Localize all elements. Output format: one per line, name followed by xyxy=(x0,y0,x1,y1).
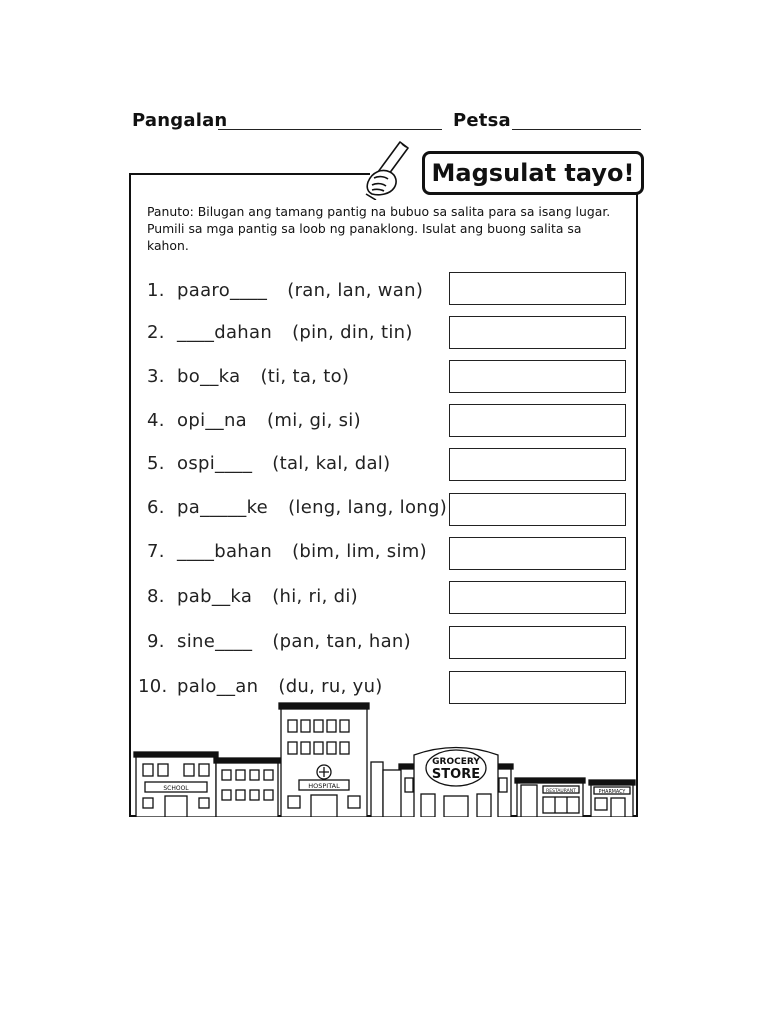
restaurant-sign: RESTAURANT xyxy=(546,789,576,794)
name-label: Pangalan xyxy=(132,110,228,131)
grocery-store-building xyxy=(399,748,513,818)
item-number: 6. xyxy=(147,497,165,518)
item-3 xyxy=(147,366,447,394)
instructions-text: Panuto: Bilugan ang tamang pantig na bubuo sa salita para sa isang lugar. Pumili sa mga pantig sa loob ng panaklong. Isulat ang buong salita sa kahon. xyxy=(147,204,611,253)
worksheet-title: Magsulat tayo! xyxy=(422,151,644,195)
item-choices: (du, ru, yu) xyxy=(278,676,383,697)
hospital-building xyxy=(279,703,369,817)
item-word: pa_____ke xyxy=(177,497,269,518)
item-choices: (tal, kal, dal) xyxy=(272,453,391,474)
hand-pencil-icon xyxy=(362,138,424,200)
item-choices: (ti, ta, to) xyxy=(260,366,350,387)
answer-box-5[interactable] xyxy=(449,448,626,481)
answer-box-9[interactable] xyxy=(449,626,626,659)
answer-box-8[interactable] xyxy=(449,581,626,614)
item-6 xyxy=(147,497,447,525)
school-building xyxy=(134,752,218,817)
answer-box-6[interactable] xyxy=(449,493,626,526)
item-8 xyxy=(147,586,447,614)
grocery-sign-line1: GROCERY xyxy=(432,757,480,767)
grocery-sign-line2: STORE xyxy=(431,767,481,782)
item-5 xyxy=(147,453,447,481)
item-choices: (pan, tan, han) xyxy=(272,631,411,652)
item-number: 2. xyxy=(147,322,165,343)
worksheet-header xyxy=(132,110,652,140)
item-word: ____bahan xyxy=(177,541,273,562)
item-7 xyxy=(147,541,447,569)
small-building xyxy=(371,762,405,817)
restaurant-building xyxy=(515,778,585,817)
name-line[interactable] xyxy=(218,129,442,130)
item-word: opi__na xyxy=(177,410,248,431)
item-number: 7. xyxy=(147,541,165,562)
item-word: sine____ xyxy=(177,631,253,652)
item-2 xyxy=(147,322,447,350)
apartment-building xyxy=(214,758,280,817)
item-number: 1. xyxy=(147,280,165,301)
item-number: 8. xyxy=(147,586,165,607)
pharmacy-building xyxy=(589,780,635,817)
item-choices: (mi, gi, si) xyxy=(267,410,361,431)
item-choices: (ran, lan, wan) xyxy=(287,280,424,301)
item-4 xyxy=(147,410,447,438)
answer-box-7[interactable] xyxy=(449,537,626,570)
town-illustration xyxy=(131,700,636,817)
item-choices: (hi, ri, di) xyxy=(272,586,358,607)
item-number: 10. xyxy=(138,676,168,697)
item-word: bo__ka xyxy=(177,366,241,387)
item-word: palo__an xyxy=(177,676,259,697)
item-1 xyxy=(147,280,447,308)
date-line[interactable] xyxy=(512,129,641,130)
item-choices: (bim, lim, sim) xyxy=(292,541,427,562)
item-9 xyxy=(147,631,447,659)
item-number: 4. xyxy=(147,410,165,431)
date-label: Petsa xyxy=(453,110,511,131)
item-number: 9. xyxy=(147,631,165,652)
pharmacy-sign: PHARMACY xyxy=(598,790,626,795)
answer-box-1[interactable] xyxy=(449,272,626,305)
item-number: 5. xyxy=(147,453,165,474)
hospital-sign: HOSPITAL xyxy=(308,782,340,790)
answer-box-2[interactable] xyxy=(449,316,626,349)
item-choices: (pin, din, tin) xyxy=(292,322,413,343)
item-word: ospi____ xyxy=(177,453,253,474)
item-word: paaro____ xyxy=(177,280,268,301)
item-number: 3. xyxy=(147,366,165,387)
item-word: ____dahan xyxy=(177,322,273,343)
answer-box-4[interactable] xyxy=(449,404,626,437)
school-sign: SCHOOL xyxy=(163,785,189,792)
item-word: pab__ka xyxy=(177,586,253,607)
answer-box-3[interactable] xyxy=(449,360,626,393)
item-choices: (leng, lang, long) xyxy=(288,497,448,518)
